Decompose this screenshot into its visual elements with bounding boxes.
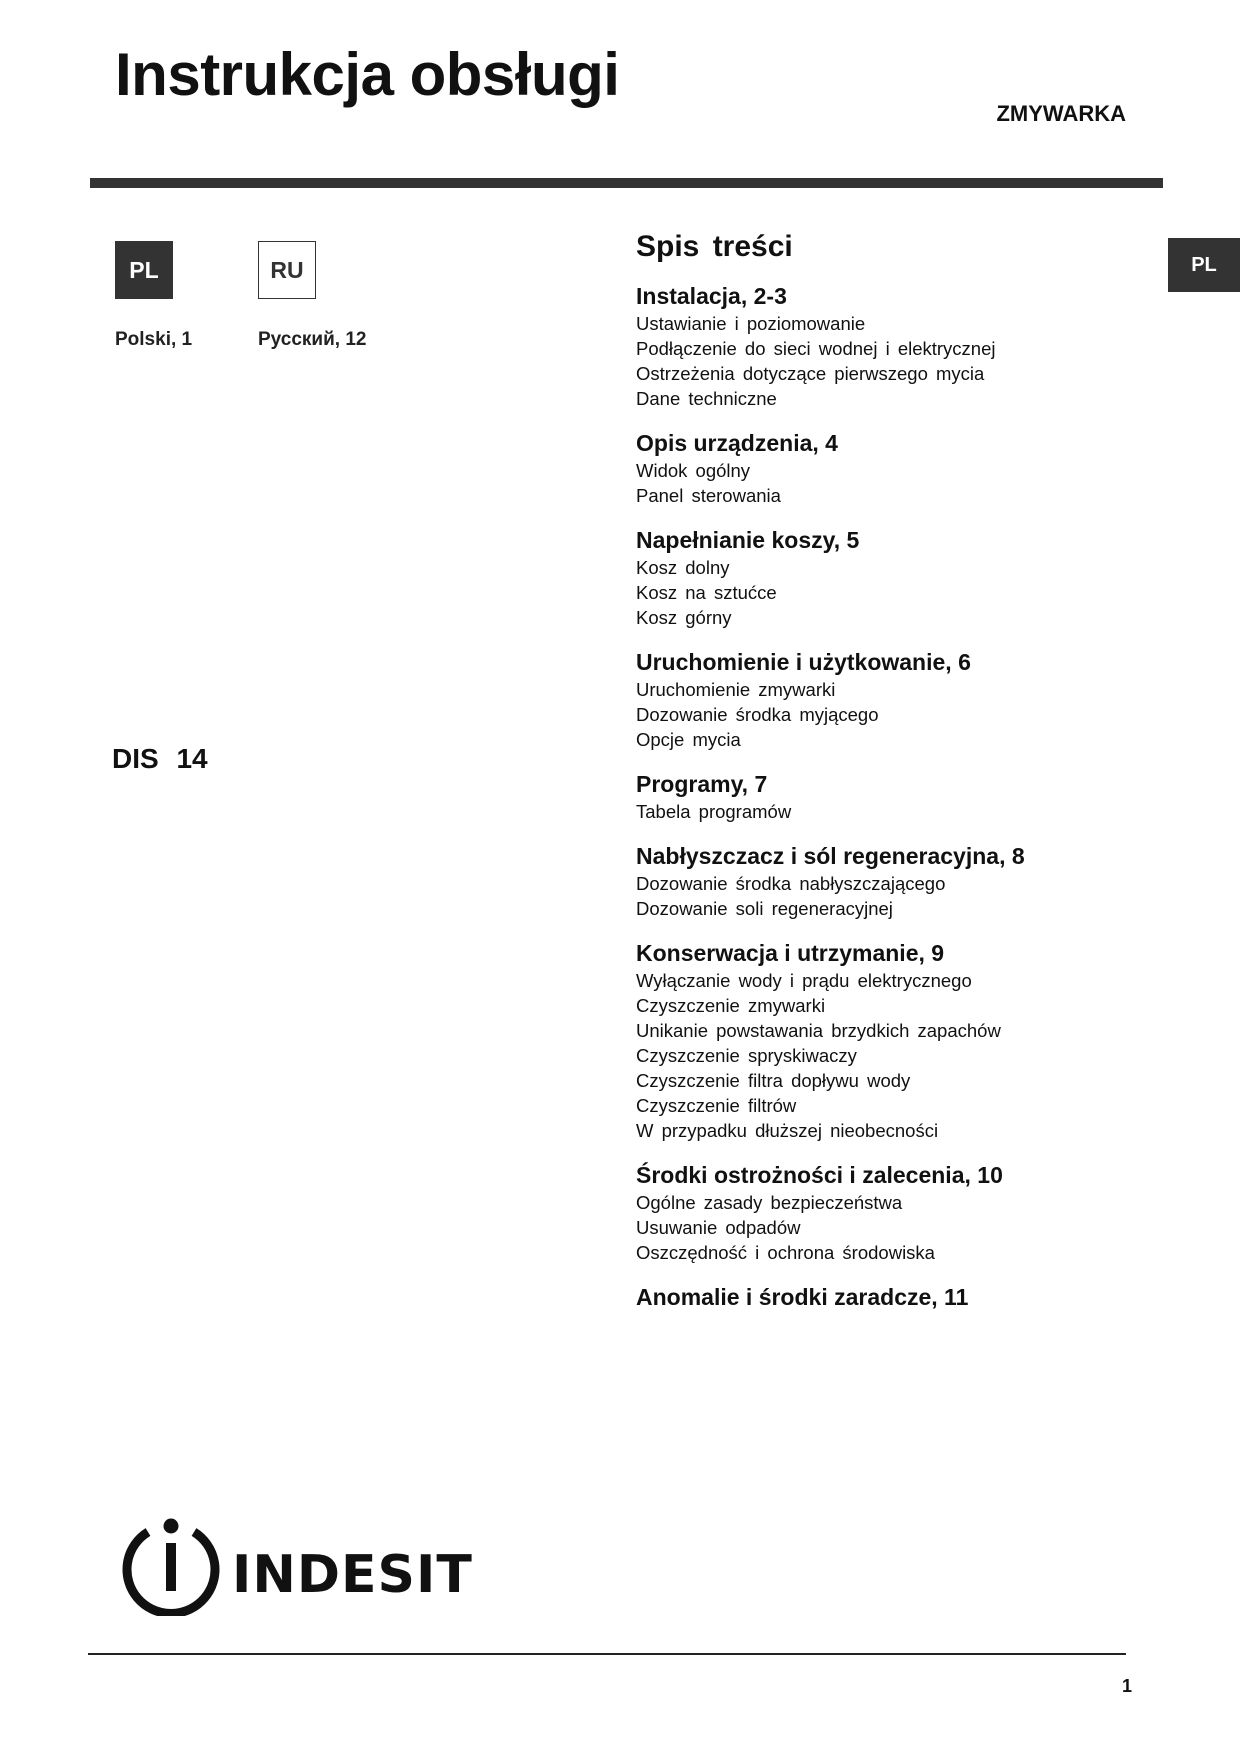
info-circle-icon (127, 1519, 215, 1614)
table-of-contents (636, 230, 1116, 1329)
toc-section (636, 647, 1116, 752)
brand-wordmark: INDESIT (232, 1545, 473, 1605)
toc-section-heading[interactable]: Konserwacja i utrzymanie, 9 (636, 940, 945, 966)
indesit-logo (118, 1516, 478, 1616)
toc-item: Kosz górny (636, 607, 732, 628)
toc-item: Opcje mycia (636, 729, 741, 750)
toc-item: Czyszczenie filtrów (636, 1095, 797, 1116)
toc-section (636, 1282, 1116, 1312)
toc-section (636, 841, 1116, 921)
toc-section-heading[interactable]: Środki ostrożności i zalecenia, 10 (636, 1162, 1003, 1188)
toc-sections (636, 281, 1116, 1312)
language-side-tab: PL (1168, 238, 1240, 292)
toc-item: Dozowanie soli regeneracyjnej (636, 898, 893, 919)
toc-section-heading[interactable]: Instalacja, 2-3 (636, 283, 787, 309)
toc-section (636, 428, 1116, 508)
toc-item: Dozowanie środka myjącego (636, 704, 879, 725)
language-box-ru[interactable]: RU (258, 241, 316, 299)
toc-section-heading[interactable]: Nabłyszczacz i sól regeneracyjna, 8 (636, 843, 1025, 869)
toc-section (636, 281, 1116, 411)
toc-item: Czyszczenie filtra dopływu wody (636, 1070, 911, 1091)
page-title: Instrukcja obsługi (115, 41, 620, 108)
toc-section-heading[interactable]: Napełnianie koszy, 5 (636, 527, 860, 553)
toc-section-heading[interactable]: Uruchomienie i użytkowanie, 6 (636, 649, 971, 675)
toc-item: Unikanie powstawania brzydkich zapachów (636, 1020, 1001, 1041)
toc-item: W przypadku dłuższej nieobecności (636, 1120, 939, 1141)
toc-item: Panel sterowania (636, 485, 781, 506)
toc-title: Spis treści (636, 230, 793, 263)
toc-section (636, 769, 1116, 824)
toc-item: Ogólne zasady bezpieczeństwa (636, 1192, 903, 1213)
toc-item: Kosz na sztućce (636, 582, 777, 603)
toc-section (636, 1160, 1116, 1265)
toc-section-heading[interactable]: Anomalie i środki zaradcze, 11 (636, 1284, 969, 1310)
page-number: 1 (1122, 1676, 1133, 1696)
bottom-divider (88, 1653, 1126, 1655)
toc-item: Ostrzeżenia dotyczące pierwszego mycia (636, 363, 985, 384)
language-label-pl: Polski, 1 (115, 329, 193, 350)
toc-item: Dane techniczne (636, 388, 777, 409)
toc-item: Kosz dolny (636, 557, 730, 578)
language-label-ru: Русский, 12 (258, 329, 367, 350)
toc-item: Czyszczenie zmywarki (636, 995, 826, 1016)
toc-item: Widok ogólny (636, 460, 751, 481)
toc-section-heading[interactable]: Opis urządzenia, 4 (636, 430, 838, 456)
toc-section-heading[interactable]: Programy, 7 (636, 771, 768, 797)
toc-item: Czyszczenie spryskiwaczy (636, 1045, 857, 1066)
model-name: DIS 14 (112, 743, 208, 774)
top-divider (90, 178, 1163, 188)
toc-item: Uruchomienie zmywarki (636, 679, 836, 700)
toc-item: Podłączenie do sieci wodnej i elektrycznej (636, 338, 996, 359)
toc-item: Ustawianie i poziomowanie (636, 313, 866, 334)
toc-item: Wyłączanie wody i prądu elektrycznego (636, 970, 972, 991)
toc-section (636, 938, 1116, 1143)
toc-item: Dozowanie środka nabłyszczającego (636, 873, 946, 894)
toc-section (636, 525, 1116, 630)
toc-item: Oszczędność i ochrona środowiska (636, 1242, 935, 1263)
toc-item: Tabela programów (636, 801, 792, 822)
language-box-pl[interactable]: PL (115, 241, 173, 299)
product-type: ZMYWARKA (996, 101, 1126, 126)
toc-item: Usuwanie odpadów (636, 1217, 801, 1238)
